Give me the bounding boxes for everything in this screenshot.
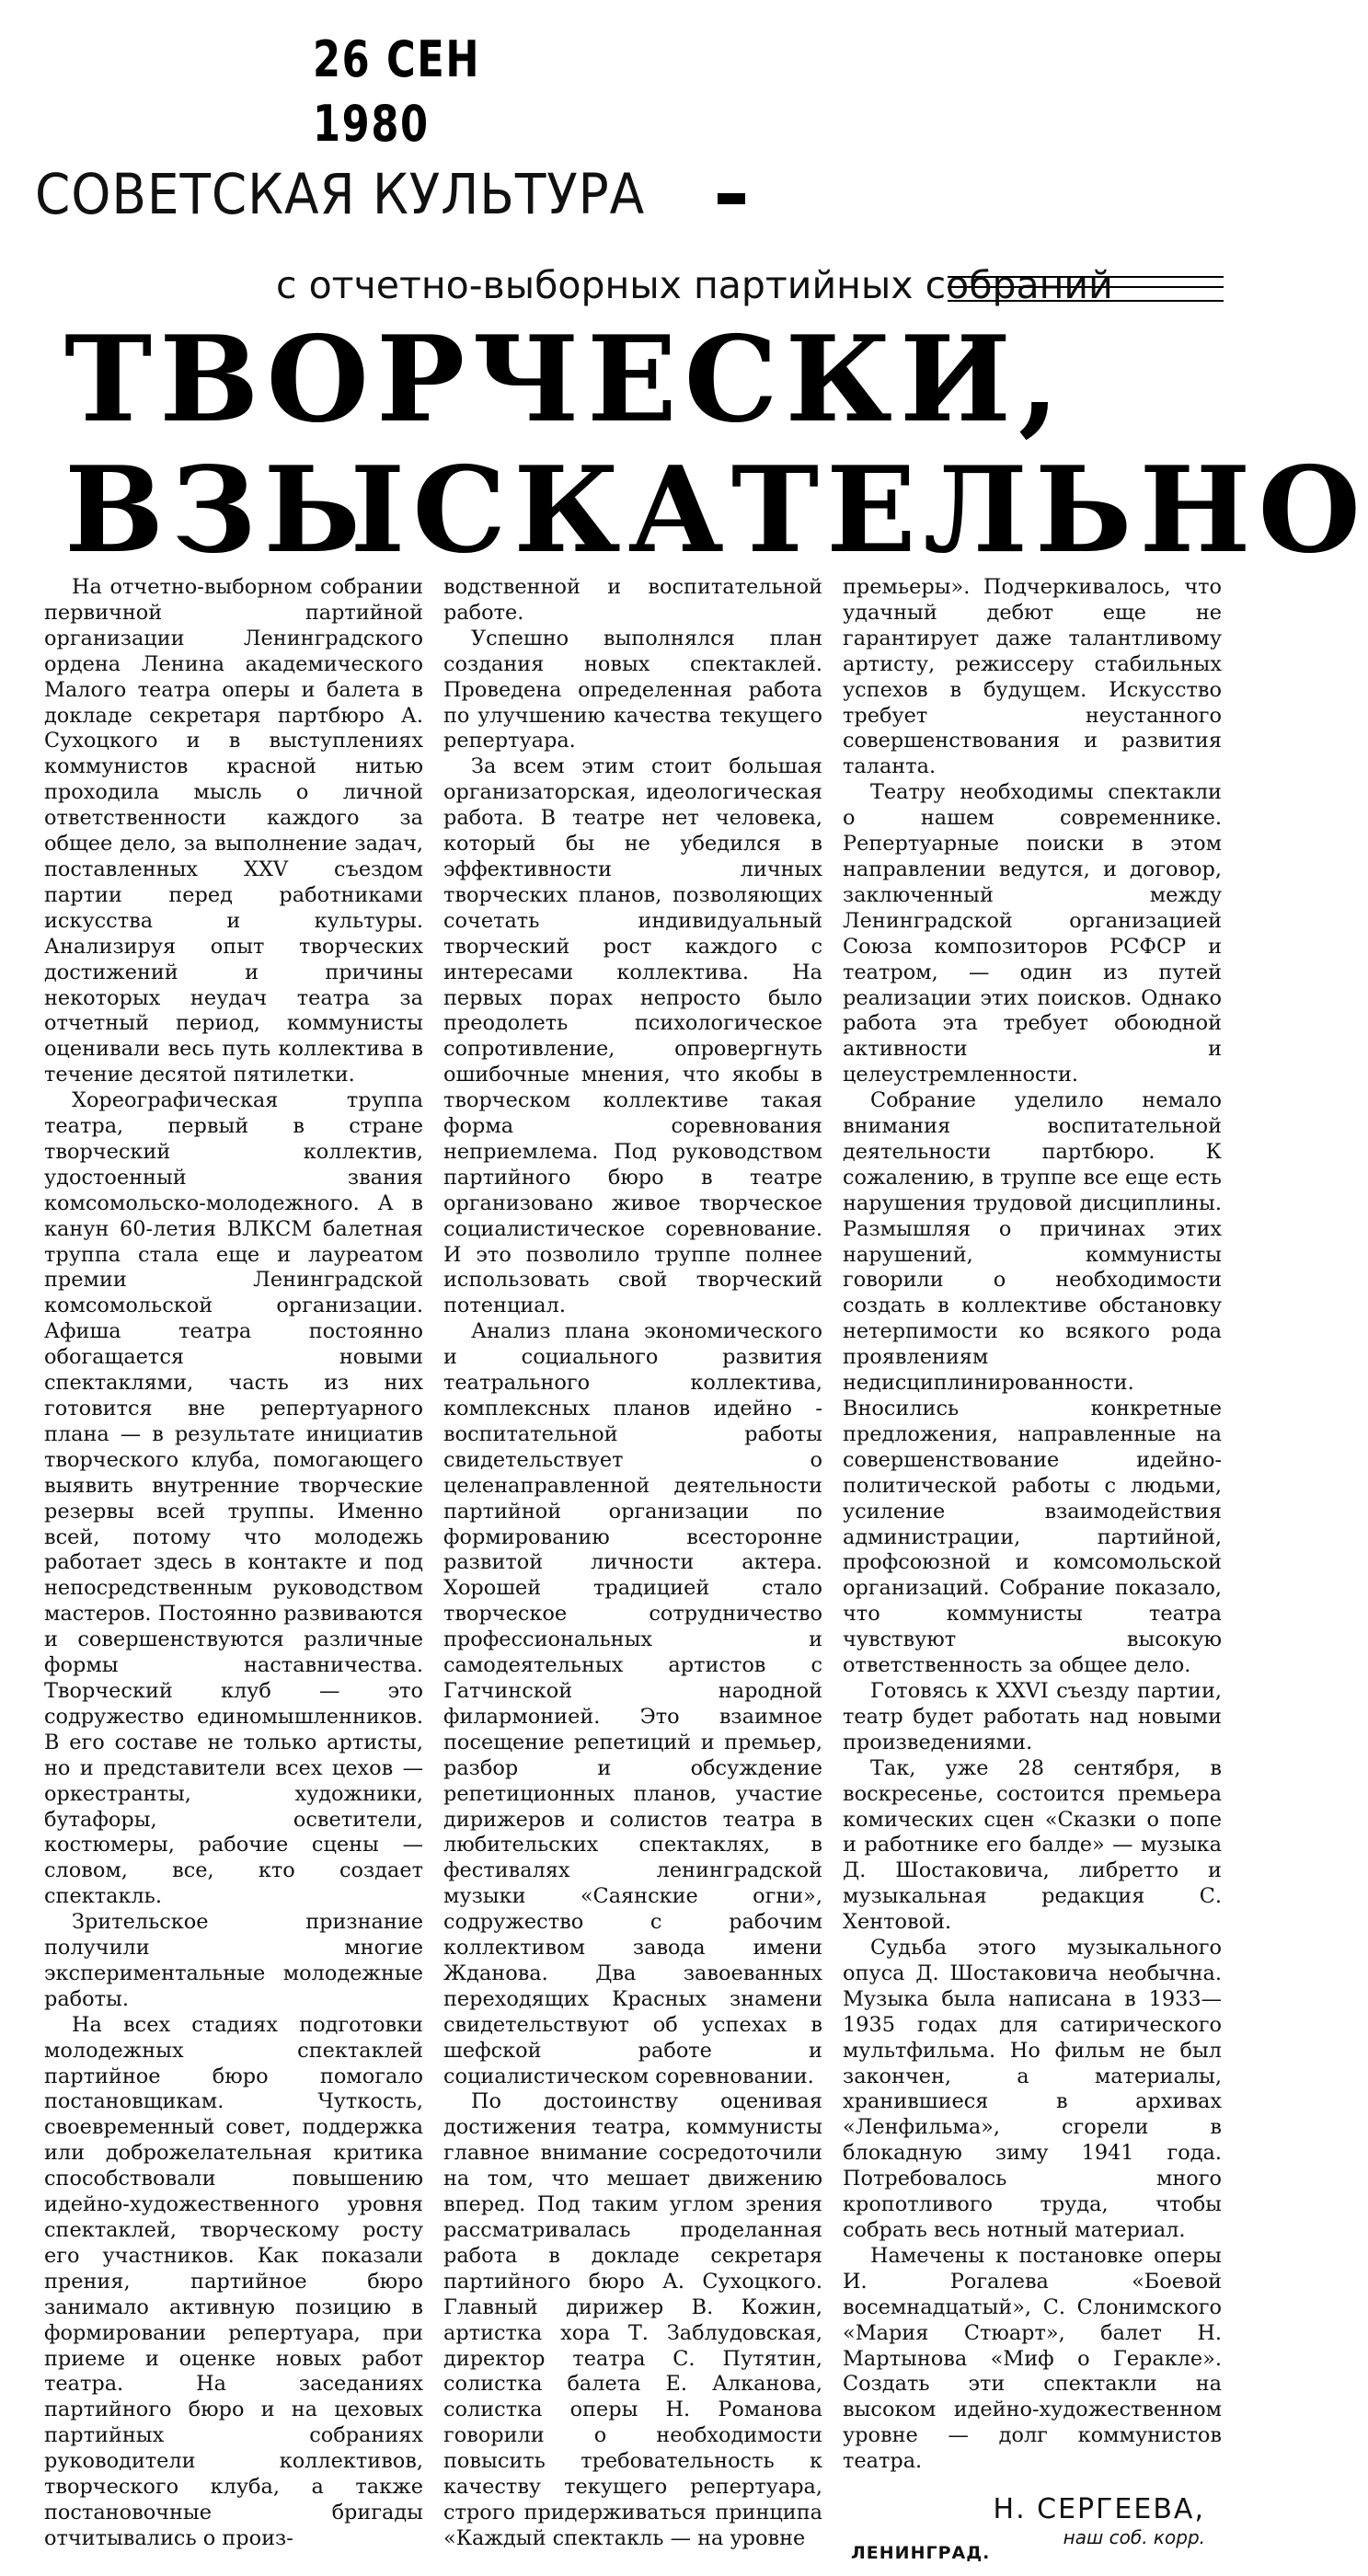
paragraph: Намечены к постановке оперы И. Рогалева «Боевой восемнадцатый», С. Слонимского «Мария Стюарт», балет Н. Мартынова «Миф о Геракле». Создать эти спектакли на высоком идейно-художественном уровне — долг коммунистов театра.	[843, 2243, 1222, 2474]
section-rubric: с отчетно-выборных партийных собраний	[276, 263, 1113, 307]
paragraph: Анализ плана экономического и социального развития театрального коллектива, комплексных планов идейно - воспитательной работы свидетельствует о целенаправленной деятельности партийной организации по формированию всесторонне развитой личности актера. Хорошей традицией стало творческое сотрудничество профессиональных и самодеятельных артистов с Гатчинской народной филармонией. Это взаимное посещение репетиций и премьер, разбор и обсуждение репетиционных планов, участие дирижеров и солистов театра в любительских спектаклях, в фестивалях ленинградской музыки «Саянские огни», содружество с рабочим коллективом завода имени Жданова. Два завоеванных переходящих Красных знамени свидетельствуют об успехах в шефской работе и социалистическом соревновании.	[443, 1319, 822, 2088]
paragraph: По достоинству оценивая достижения театра, коммунисты главное внимание сосредоточили на том, что мешает движению вперед. Под таким углом зрения рассматривалась проделанная работа в докладе секретаря партийного бюро А. Сухоцкого. Главный дирижер В. Кожин, артистка хора Т. Заблудовская, директор театра С. Путятин, солистка балета Е. Алканова, солистка оперы Н. Романова говорили о необходимости повысить требовательность к качеству текущего репертуара, строго придерживаться принципа «Каждый спектакль — на уровне	[443, 2089, 822, 2550]
paragraph: Судьба этого музыкального опуса Д. Шостаковича необычна. Музыка была написана в 1933—1935 годах для сатирического мультфильма. Но фильм не был закончен, а материалы, хранившиеся в архивах «Ленфильма», сгорели в блокадную зиму 1941 года. Потребовалось много кропотливого труда, чтобы собрать весь нотный материал.	[843, 1936, 1222, 2242]
paragraph: водственной и воспитательной работе.	[443, 575, 822, 625]
article-column-3	[843, 575, 1222, 2498]
newspaper-masthead: СОВЕТСКАЯ КУЛЬТУРА	[35, 162, 646, 227]
paragraph: Хореографическая труппа театра, первый в стране творческий коллектив, удостоенный звания комсомольско-молодежного. А в канун 60-летия ВЛКСМ балетная труппа стала еще и лауреатом премии Ленинградской комсомольской организации. Афиша театра постоянно обогащается новыми спектаклями, часть из них готовится вне репертуарного плана — в результате инициатив творческого клуба, помогающего выявить внутренние творческие резервы всей труппы. Именно всей, потому что молодежь работает здесь в контакте и под непосредственным руководством мастеров. Постоянно развиваются и совершенствуются различные формы наставничества. Творческий клуб — это содружество единомышленников. В его составе не только артисты, но и представители всех цехов — оркестранты, художники, бутафоры, осветители, костюмеры, рабочие сцены — словом, все, кто создает спектакль.	[44, 1088, 423, 1909]
masthead-dash	[718, 193, 745, 204]
paragraph: премьеры». Подчеркивалось, что удачный дебют еще не гарантирует даже талантливому артисту, режиссеру стабильных успехов в будущем. Искусство требует неустанного совершенствования и развития таланта.	[843, 575, 1222, 779]
paragraph: На отчетно-выборном собрании первичной партийной организации Ленинградского ордена Ленина академического Малого театра оперы и балета в докладе секретаря партбюро А. Сухоцкого и в выступлениях коммунистов красной нитью проходила мысль о личной ответственности каждого за общее дело, за выполнение задач, поставленных XXV съездом партии перед работниками искусства и культуры. Анализируя опыт творческих достижений и причины некоторых неудач театра за отчетный период, коммунисты оценивали весь путь коллектива в течение десятой пятилетки.	[44, 575, 423, 1087]
paragraph: Зрительское признание получили многие экспериментальные молодежные работы.	[44, 1910, 423, 2011]
author-role: наш соб. корр.	[1063, 2526, 1205, 2548]
article-column-1	[44, 575, 423, 2550]
dateline-city: ЛЕНИНГРАД.	[851, 2543, 991, 2563]
date-stamp: 26 СЕН 1980	[313, 30, 481, 153]
paragraph: Успешно выполнялся план создания новых спектаклей. Проведена определенная работа по улучшению качества текущего репертуара.	[443, 626, 822, 753]
author-signature	[874, 2493, 1205, 2548]
rubric-rule-lines	[948, 276, 1224, 302]
paragraph: Готовясь к XXVI съезду партии, театр будет работать над новыми произведениями.	[843, 1678, 1222, 1754]
paragraph: Театру необходимы спектакли о нашем современнике. Репертуарные поиски в этом направлении ведутся, и договор, заключенный между Ленинградской организацией Союза композиторов РСФСР и театром, — один из путей реализации этих поисков. Однако работа эта требует обоюдной активности и целеустремленности.	[843, 780, 1222, 1087]
paragraph: Собрание уделило немало внимания воспитательной деятельности партбюро. К сожалению, в труппе все еще есть нарушения трудовой дисциплины. Размышляя о причинах этих нарушений, коммунисты говорили о необходимости создать в коллективе обстановку нетерпимости ко всякого рода проявлениям недисциплинированности. Вносились конкретные предложения, направленные на совершенствование идейно-политической работы с людьми, усиление взаимодействия администрации, партийной, профсоюзной и комсомольской организаций. Собрание показало, что коммунисты театра чувствуют высокую ответственность за общее дело.	[843, 1088, 1222, 1678]
paragraph: Так, уже 28 сентября, в воскресенье, состоится премьера комических сцен «Сказки о попе и работнике его балде» — музыка Д. Шостаковича, либретто и музыкальная редакция С. Хентовой.	[843, 1755, 1222, 1935]
article-column-2	[443, 575, 822, 2550]
author-name: Н. СЕРГЕЕВА,	[993, 2493, 1205, 2525]
paragraph: На всех стадиях подготовки молодежных спектаклей партийное бюро помогало постановщикам. Чуткость, своевременный совет, поддержка или доброжелательная критика способствовали повышению идейно-художественного уровня спектаклей, творческому росту его участников. Как показали прения, партийное бюро занимало активную позицию в формировании репертуара, при приеме и оценке новых работ театра. На заседаниях партийного бюро и на цеховых партийных собраниях руководители коллективов, творческого клуба, а также постановочные бригады отчитывались о произ-	[44, 2012, 423, 2550]
paragraph: За всем этим стоит большая организаторская, идеологическая работа. В театре нет человека, который бы не убедился в эффективности личных творческих планов, позволяющих сочетать индивидуальный творческий рост каждого с интересами коллектива. На первых порах непросто было преодолеть психологическое сопротивление, опровергнуть ошибочные мнения, что якобы в творческом коллективе такая форма соревнования неприемлема. Под руководством партийного бюро в театре организовано живое творческое социалистическое соревнование. И это позволило труппе полнее использовать свой творческий потенциал.	[443, 754, 822, 1318]
headline-line-1: ТВОРЧЕСКИ,	[64, 311, 1067, 449]
headline-line-2: ВЗЫСКАТЕЛЬНО	[64, 442, 1368, 580]
